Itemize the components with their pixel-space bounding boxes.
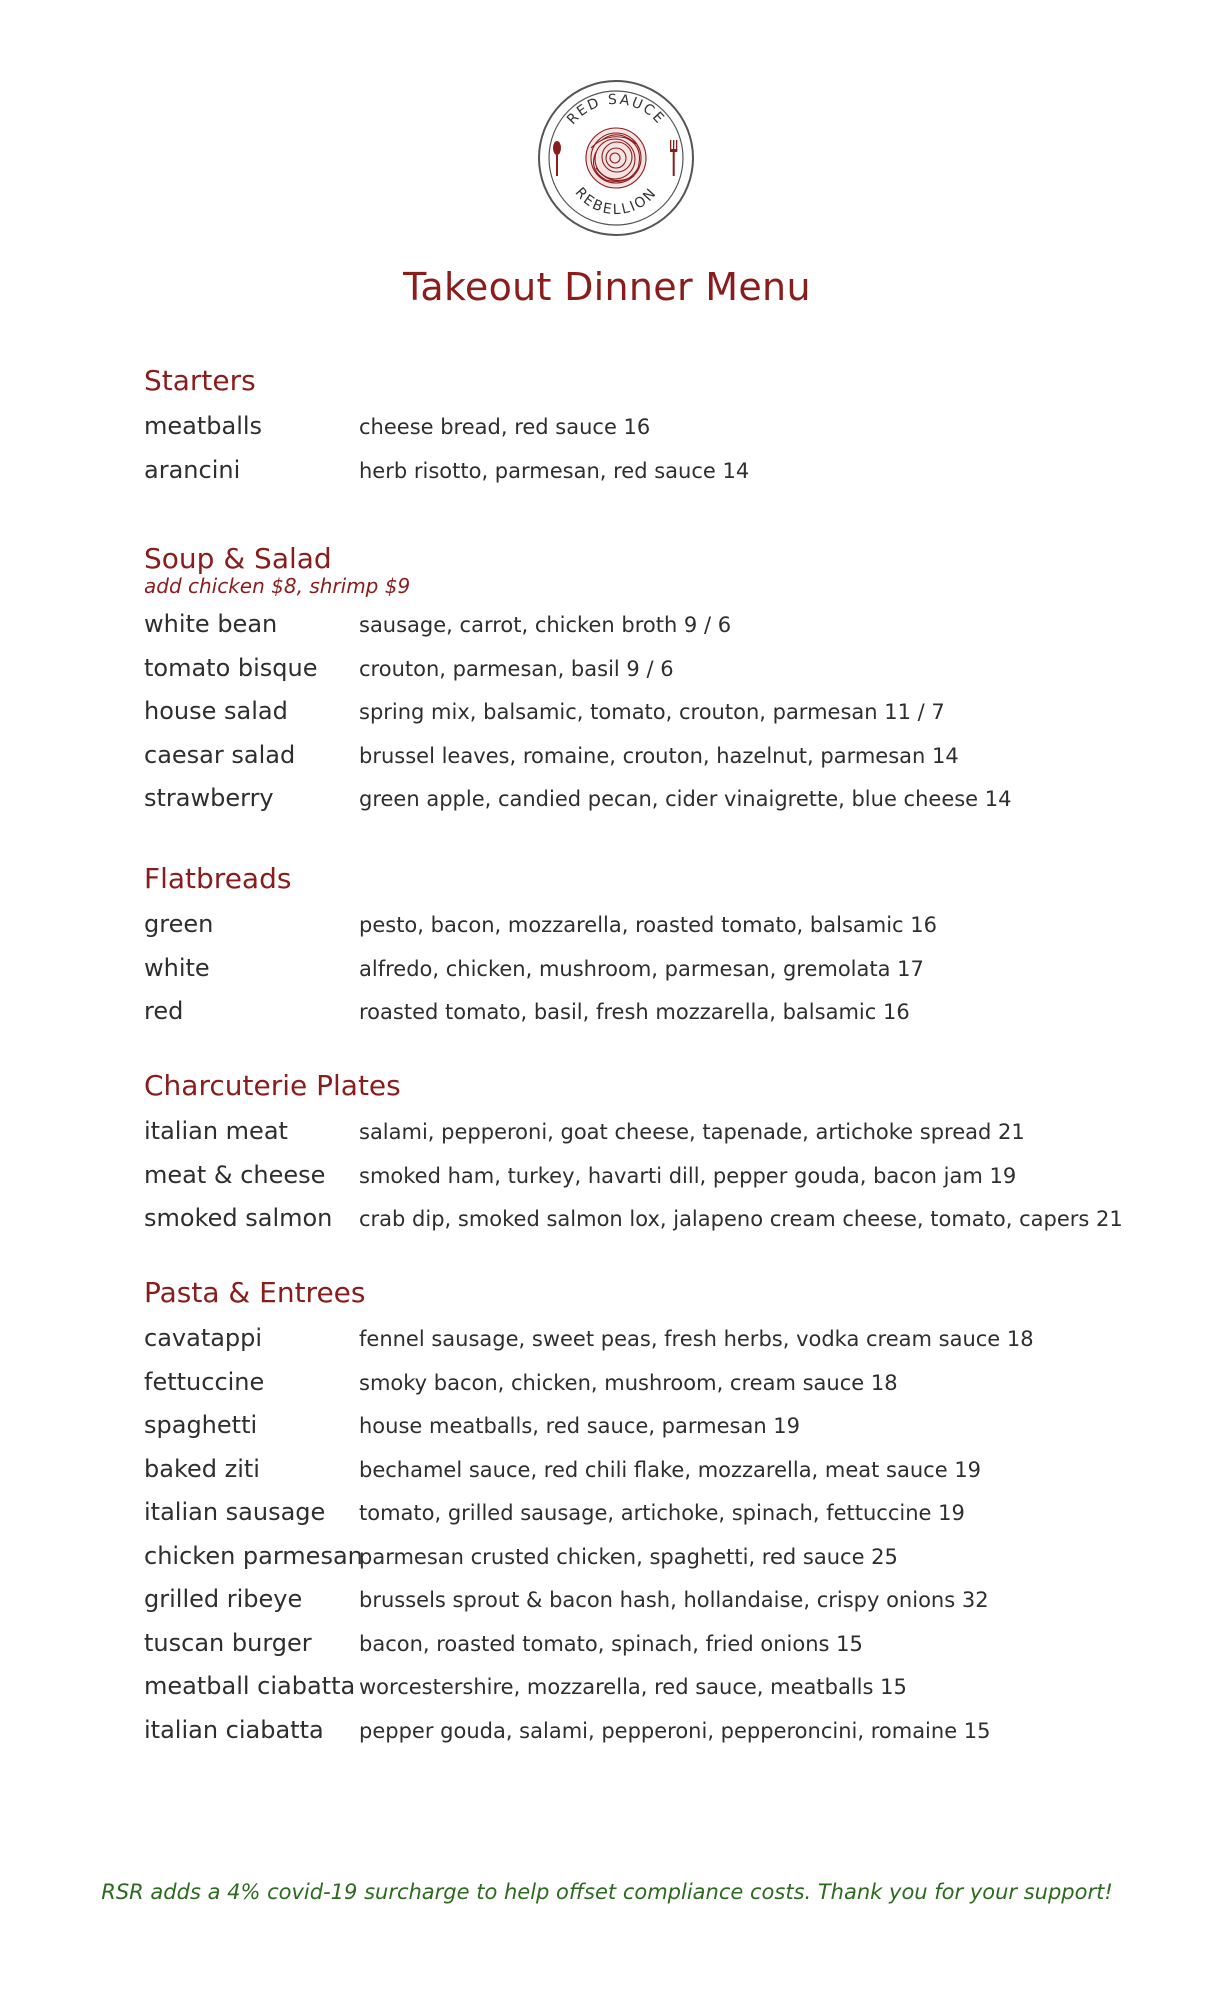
spaghetti-icon xyxy=(586,128,646,188)
menu-item xyxy=(144,783,1144,827)
section-flatbreads xyxy=(144,861,1144,1040)
section-starters xyxy=(144,363,1144,498)
item-description: worcestershire, mozzarella, red sauce, meatballs 15 xyxy=(359,1675,907,1699)
item-name: tomato bisque xyxy=(144,653,318,682)
section-charcuterie xyxy=(144,1068,1144,1247)
item-name: meatballs xyxy=(144,412,263,440)
item-description: herb risotto, parmesan, red sauce 14 xyxy=(359,458,750,483)
surcharge-note: RSR adds a 4% covid-19 surcharge to help offset compliance costs. Thank you for your support! xyxy=(101,1880,1113,1904)
item-name: green xyxy=(144,910,214,938)
item-name: grilled ribeye xyxy=(144,1585,303,1613)
item-description: spring mix, balsamic, tomato, crouton, parmesan 11 / 7 xyxy=(359,700,945,724)
menu-item xyxy=(144,1584,1144,1628)
menu-item xyxy=(144,1541,1144,1585)
item-description: cheese bread, red sauce 16 xyxy=(359,415,651,439)
item-description: parmesan crusted chicken, spaghetti, red sauce 25 xyxy=(359,1544,898,1569)
menu-item xyxy=(144,609,1144,653)
item-description: pepper gouda, salami, pepperoni, pepperoncini, romaine 15 xyxy=(359,1718,991,1743)
menu-title: Takeout Dinner Menu xyxy=(403,265,811,309)
menu-item xyxy=(144,1628,1144,1672)
item-name: red xyxy=(144,997,184,1025)
item-description: fennel sausage, sweet peas, fresh herbs, vodka cream sauce 18 xyxy=(359,1327,1034,1351)
fork-icon xyxy=(670,140,677,176)
item-description: crouton, parmesan, basil 9 / 6 xyxy=(359,656,674,681)
svg-text:REBELLION xyxy=(572,185,661,218)
menu-item xyxy=(144,1367,1144,1411)
svg-text:RED SAUCE xyxy=(564,92,668,128)
item-description: tomato, grilled sausage, artichoke, spinach, fettuccine 19 xyxy=(359,1501,965,1525)
item-description: salami, pepperoni, goat cheese, tapenade, artichoke spread 21 xyxy=(359,1120,1025,1144)
section-soup-salad xyxy=(144,541,1144,827)
section-pasta-entrees xyxy=(144,1275,1144,1758)
item-description: green apple, candied pecan, cider vinaigrette, blue cheese 14 xyxy=(359,787,1012,811)
item-description: brussel leaves, romaine, crouton, hazelnut, parmesan 14 xyxy=(359,743,959,768)
menu-item xyxy=(144,1715,1144,1759)
item-description: house meatballs, red sauce, parmesan 19 xyxy=(359,1414,801,1438)
item-description: pesto, bacon, mozzarella, roasted tomato, balsamic 16 xyxy=(359,913,937,937)
menu-item xyxy=(144,455,1144,499)
item-name: baked ziti xyxy=(144,1454,260,1483)
menu-item xyxy=(144,953,1144,997)
item-name: tuscan burger xyxy=(144,1628,312,1657)
item-name: fettuccine xyxy=(144,1367,265,1396)
item-name: white bean xyxy=(144,610,278,638)
menu-item xyxy=(144,696,1144,740)
item-description: smoked ham, turkey, havarti dill, pepper gouda, bacon jam 19 xyxy=(359,1163,1017,1188)
section-heading: Starters xyxy=(144,364,256,397)
section-heading: Pasta & Entrees xyxy=(144,1276,366,1309)
restaurant-logo xyxy=(536,78,696,238)
menu-item xyxy=(144,1454,1144,1498)
item-name: italian meat xyxy=(144,1117,288,1145)
item-name: house salad xyxy=(144,697,288,725)
item-name: caesar salad xyxy=(144,740,296,769)
item-description: bacon, roasted tomato, spinach, fried onions 15 xyxy=(359,1631,863,1656)
spoon-icon xyxy=(553,141,561,176)
logo-top-text: RED SAUCE xyxy=(564,91,669,128)
item-description: brussels sprout & bacon hash, hollandaise, crispy onions 32 xyxy=(359,1588,989,1612)
item-name: meat & cheese xyxy=(144,1160,326,1189)
item-name: meatball ciabatta xyxy=(144,1672,356,1700)
menu-item xyxy=(144,1410,1144,1454)
section-note: add chicken $8, shrimp $9 xyxy=(144,574,411,598)
item-name: italian sausage xyxy=(144,1498,326,1526)
menu-item xyxy=(144,653,1144,697)
item-name: spaghetti xyxy=(144,1411,258,1439)
menu-item xyxy=(144,1497,1144,1541)
menu-item xyxy=(144,996,1144,1040)
item-description: roasted tomato, basil, fresh mozzarella, balsamic 16 xyxy=(359,1000,910,1024)
item-name: arancini xyxy=(144,455,241,484)
item-name: white xyxy=(144,953,210,982)
menu-item xyxy=(144,411,1144,455)
item-description: smoky bacon, chicken, mushroom, cream sauce 18 xyxy=(359,1370,898,1395)
menu-item xyxy=(144,1323,1144,1367)
menu-item xyxy=(144,740,1144,784)
menu-item xyxy=(144,909,1144,953)
logo-bottom-text: REBELLION xyxy=(571,184,661,219)
item-description: bechamel sauce, red chili flake, mozzarella, meat sauce 19 xyxy=(359,1457,982,1482)
section-heading: Flatbreads xyxy=(144,862,292,895)
item-name: chicken parmesan xyxy=(144,1541,363,1570)
item-name: italian ciabatta xyxy=(144,1715,324,1744)
menu-item xyxy=(144,1116,1144,1160)
menu-item xyxy=(144,1671,1144,1715)
menu-item xyxy=(144,1160,1144,1204)
section-heading: Charcuterie Plates xyxy=(144,1069,401,1102)
item-name: cavatappi xyxy=(144,1324,263,1352)
item-description: alfredo, chicken, mushroom, parmesan, gremolata 17 xyxy=(359,956,924,981)
menu-item xyxy=(144,1203,1144,1247)
item-description: sausage, carrot, chicken broth 9 / 6 xyxy=(359,613,732,637)
item-name: strawberry xyxy=(144,784,274,812)
section-heading: Soup & Salad xyxy=(144,542,332,575)
item-name: smoked salmon xyxy=(144,1204,333,1232)
item-description: crab dip, smoked salmon lox, jalapeno cream cheese, tomato, capers 21 xyxy=(359,1207,1123,1231)
